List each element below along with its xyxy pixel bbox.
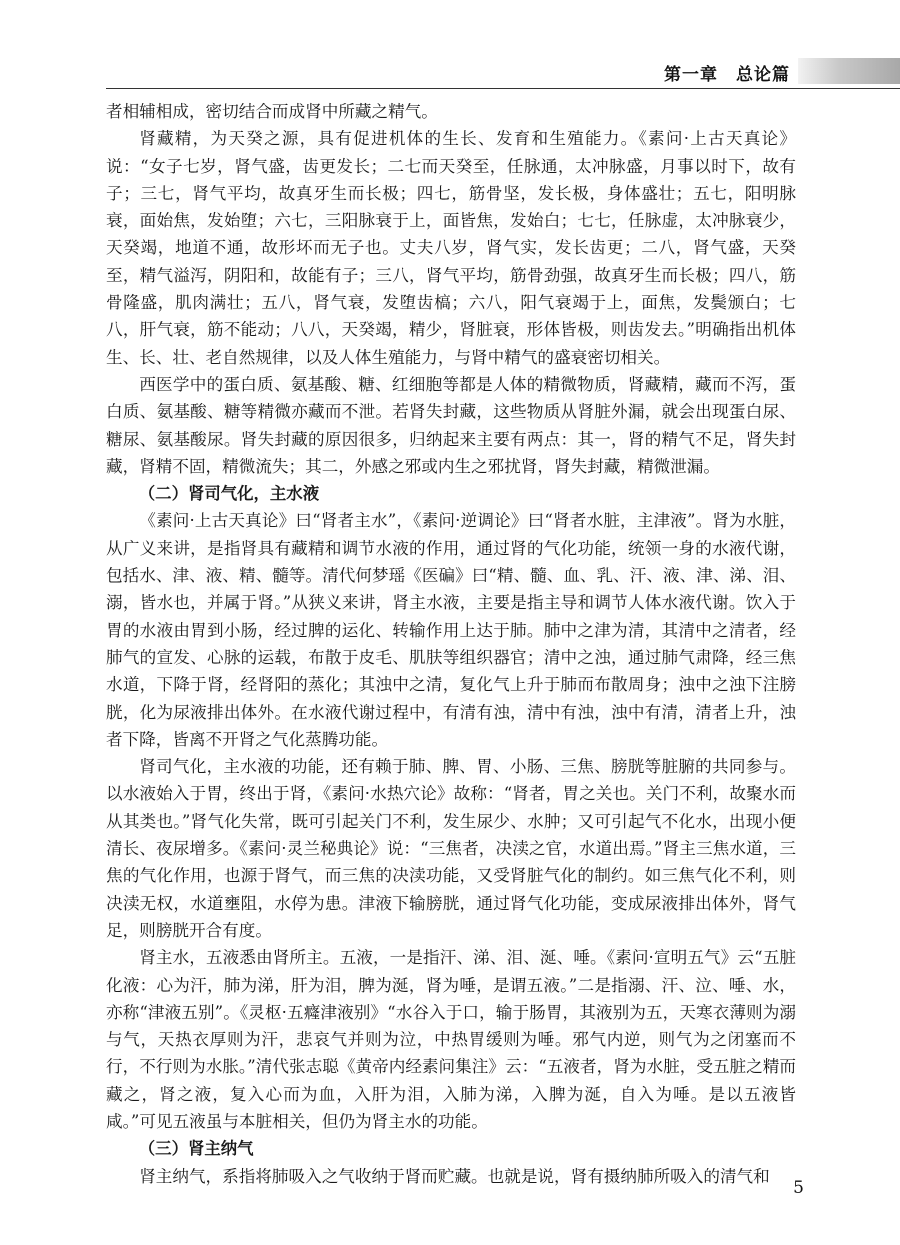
paragraph: 西医学中的蛋白质、氨基酸、糖、红细胞等都是人体的精微物质，肾藏精，藏而不泻，蛋白质、氨基酸、糖等精微亦藏而不泄。若肾失封藏，这些物质从肾脏外漏，就会出现蛋白尿、糖尿、氨基酸尿。肾失封藏的原因很多，归纳起来主要有两点：其一，肾的精气不足，肾失封藏，肾精不固，精微流失；其二，外感之邪或内生之邪扰肾，肾失封藏，精微泄漏。 [106, 374, 796, 476]
page-body [106, 98, 796, 1190]
paragraph-continuation: 者相辅相成，密切结合而成肾中所藏之精气。 [106, 102, 438, 121]
section-heading: （二）肾司气化，主水液 [138, 484, 320, 504]
header-gradient-tab [798, 58, 900, 84]
page-number: 5 [793, 1178, 804, 1198]
section-heading: （三）肾主纳气 [138, 1139, 254, 1159]
running-header [0, 58, 900, 90]
paragraph: 《素问·上古天真论》曰“肾者主水”，《素问·逆调论》曰“肾者水脏，主津液”。肾为水脏，从广义来讲，是指肾具有藏精和调节水液的作用，通过肾的气化功能，统领一身的水液代谢，包括水、津、液、精、髓等。清代何梦瑶《医碥》曰“精、髓、血、乳、汗、液、津、涕、泪、溺，皆水也，并属于肾。”从狭义来讲，肾主水液，主要是指主导和调节人体水液代谢。饮入于胃的水液由胃到小肠，经过脾的运化、转输作用上达于肺。肺中之津为清，其清中之清者，经肺气的宣发、心脉的运载，布散于皮毛、肌肤等组织器官；清中之浊，通过肺气肃降，经三焦水道，下降于肾，经肾阳的蒸化；其浊中之清，复化气上升于肺而布散周身；浊中之浊下注膀胱，化为尿液排出体外。在水液代谢过程中，有清有浊，清中有浊，浊中有清，清者上升，浊者下降，皆离不开肾之气化蒸腾功能。 [106, 511, 796, 749]
paragraph: 肾藏精，为天癸之源，具有促进机体的生长、发育和生殖能力。《素问·上古天真论》说：“女子七岁，肾气盛，齿更发长；二七而天癸至，任脉通，太冲脉盛，月事以时下，故有子；三七，肾气平均，故真牙生而长极；四七，筋骨坚，发长极，身体盛壮；五七，阳明脉衰，面始焦，发始堕；六七，三阳脉衰于上，面皆焦，发始白；七七，任脉虚，太冲脉衰少，天癸竭，地道不通，故形坏而无子也。丈夫八岁，肾气实，发长齿更；二八，肾气盛，天癸至，精气溢泻，阴阳和，故能有子；三八，肾气平均，筋骨劲强，故真牙生而长极；四八，筋骨隆盛，肌肉满壮；五八，肾气衰，发堕齿槁；六八，阳气衰竭于上，面焦，发鬓颁白；七八，肝气衰，筋不能动；八八，天癸竭，精少，肾脏衰，形体皆极，则齿发去。”明确指出机体生、长、壮、老自然规律，以及人体生殖能力，与肾中精气的盛衰密切相关。 [106, 129, 796, 367]
paragraph: 肾司气化，主水液的功能，还有赖于肺、脾、胃、小肠、三焦、膀胱等脏腑的共同参与。以水液始入于胃，终出于肾，《素问·水热穴论》故称：“肾者，胃之关也。关门不利，故聚水而从其类也。”肾气化失常，既可引起关门不利，发生尿少、水肿；又可引起气不化水，出现小便清长、夜尿增多。《素问·灵兰秘典论》说：“三焦者，决渎之官，水道出焉。”肾主三焦水道，三焦的气化作用，也源于肾气，而三焦的决渎功能，又受肾脏气化的制约。如三焦气化不利，则决渎无权，水道壅阻，水停为患。津液下输膀胱，通过肾气化功能，变成尿液排出体外，肾气足，则膀胱开合有度。 [106, 757, 796, 940]
header-rule [106, 88, 900, 89]
paragraph: 肾主水，五液悉由肾所主。五液，一是指汗、涕、泪、涎、唾。《素问·宣明五气》云“五脏化液：心为汗，肺为涕，肝为泪，脾为涎，肾为唾，是谓五液。”二是指溺、汗、泣、唾、水，亦称“津液五别”。《灵枢·五癃津液别》“水谷入于口，输于肠胃，其液别为五，天寒衣薄则为溺与气，天热衣厚则为汗，悲哀气并则为泣，中热胃缓则为唾。邪气内逆，则气为之闭塞而不行，不行则为水胀。”清代张志聪《黄帝内经素问集注》云：“五液者，肾为水脏，受五脏之精而藏之，肾之液，复入心而为血，入肝为泪，入肺为涕，入脾为涎，自入为唾。是以五液皆咸。”可见五液虽与本脏相关，但仍为肾主水的功能。 [106, 948, 796, 1131]
paragraph: 肾主纳气，系指将肺吸入之气收纳于肾而贮藏。也就是说，肾有摄纳肺所吸入的清气和 [139, 1166, 770, 1186]
chapter-title: 第一章 总论篇 [664, 65, 790, 85]
